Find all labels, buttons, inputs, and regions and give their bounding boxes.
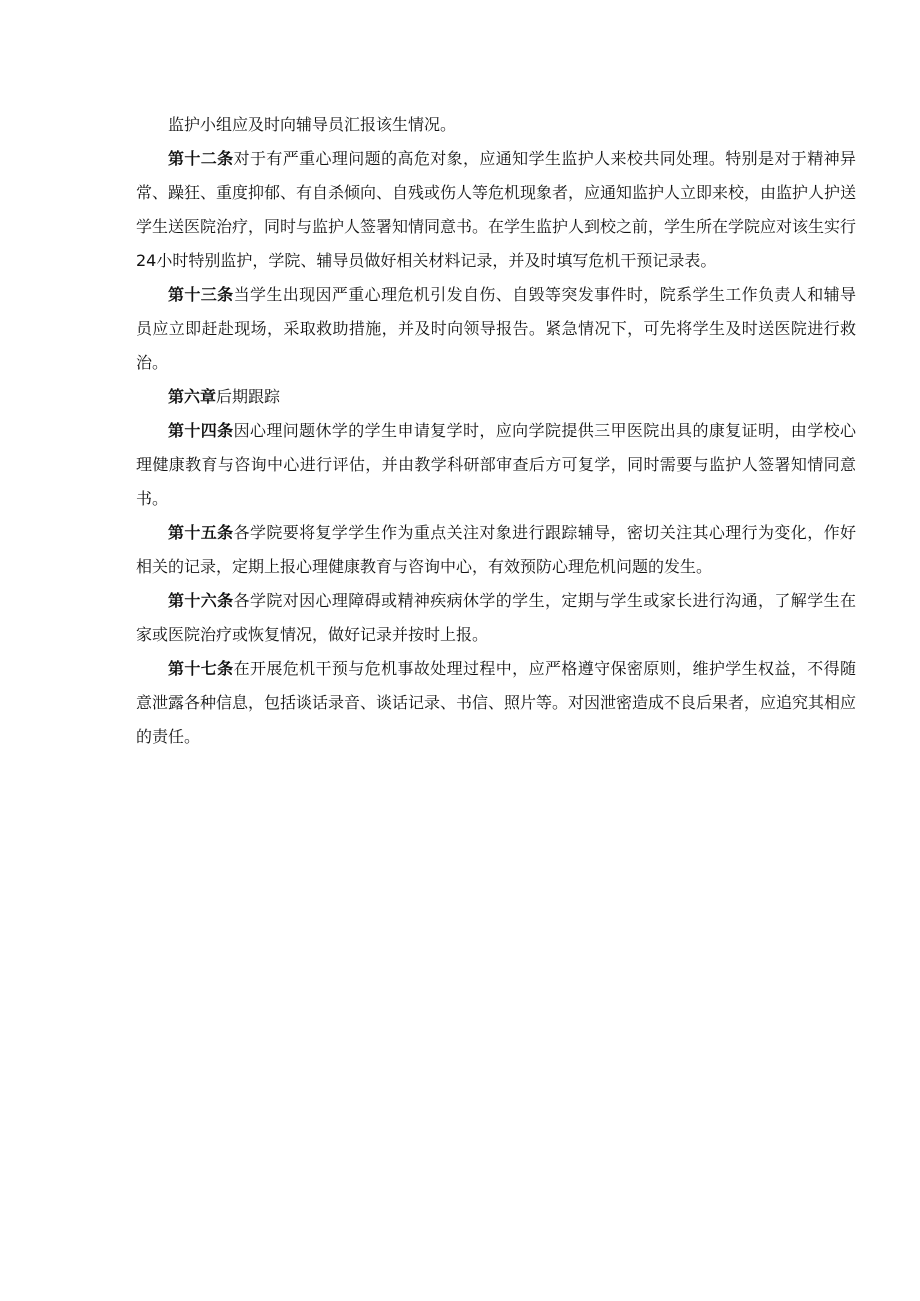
article-16 (136, 584, 856, 652)
article-13-lead: 第十三条 (168, 285, 234, 304)
chapter-6-lead: 第六章 (168, 387, 217, 406)
article-17 (136, 652, 856, 754)
paragraph-0 (136, 108, 856, 142)
article-14-text: 因心理问题休学的学生申请复学时，应向学院提供三甲医院出具的康复证明，由学校心理健康教育与咨询中心进行评估，并由教学科研部审查后方可复学，同时需要与监护人签署知情同意书。 (136, 421, 856, 508)
article-14-lead: 第十四条 (168, 421, 234, 440)
article-13-text: 当学生出现因严重心理危机引发自伤、自毁等突发事件时，院系学生工作负责人和辅导员应立即赶赴现场，采取救助措施，并及时向领导报告。紧急情况下，可先将学生及时送医院进行救治。 (136, 285, 856, 372)
article-12 (136, 142, 856, 278)
article-13 (136, 278, 856, 380)
article-16-lead: 第十六条 (168, 591, 234, 610)
article-17-lead: 第十七条 (168, 659, 234, 678)
article-16-text: 各学院对因心理障碍或精神疾病休学的学生，定期与学生或家长进行沟通，了解学生在家或医院治疗或恢复情况，做好记录并按时上报。 (136, 591, 856, 644)
chapter-6-heading (136, 380, 856, 414)
document-body (136, 108, 856, 754)
article-15-text: 各学院要将复学学生作为重点关注对象进行跟踪辅导，密切关注其心理行为变化，作好相关的记录，定期上报心理健康教育与咨询中心，有效预防心理危机问题的发生。 (136, 523, 856, 576)
article-12-lead: 第十二条 (168, 149, 234, 168)
article-14 (136, 414, 856, 516)
article-17-text: 在开展危机干预与危机事故处理过程中，应严格遵守保密原则，维护学生权益，不得随意泄露各种信息，包括谈话录音、谈话记录、书信、照片等。对因泄密造成不良后果者，应追究其相应的责任。 (136, 659, 857, 746)
article-15-lead: 第十五条 (168, 523, 234, 542)
article-12-text: 对于有严重心理问题的高危对象，应通知学生监护人来校共同处理。特别是对于精神异常、躁狂、重度抑郁、有自杀倾向、自残或伤人等危机现象者，应通知监护人立即来校，由监护人护送学生送医院治疗，同时与监护人签署知情同意书。在学生监护人到校之前，学生所在学院应对该生实行24小时特别监护，学院、辅导员做好相关材料记录，并及时填写危机干预记录表。 (136, 149, 857, 270)
chapter-6-title: 后期跟踪 (216, 387, 281, 406)
paragraph-text: 监护小组应及时向辅导员汇报该生情况。 (168, 115, 457, 134)
article-15 (136, 516, 856, 584)
